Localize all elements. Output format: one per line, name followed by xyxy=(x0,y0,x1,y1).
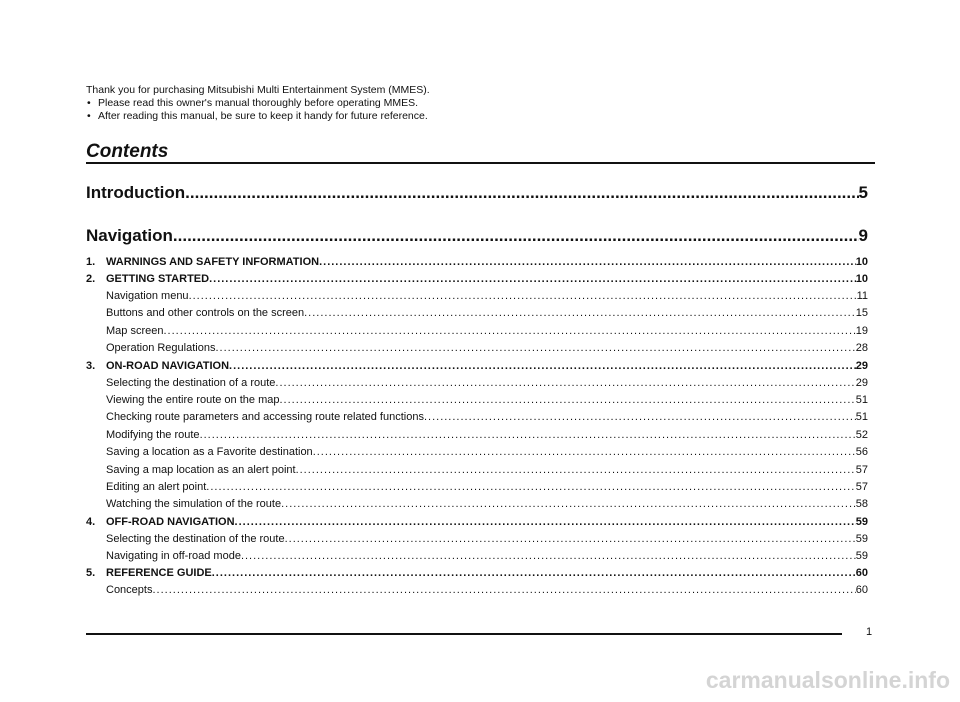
toc-section[interactable] xyxy=(86,479,868,496)
toc-page-number: 29 xyxy=(855,376,868,389)
toc-section-label: Watching the simulation of the route xyxy=(106,498,282,511)
toc-section-label: Buttons and other controls on the screen xyxy=(106,307,305,320)
intro-text xyxy=(86,84,430,123)
toc-chapter-label xyxy=(86,514,235,531)
toc-section[interactable] xyxy=(86,323,868,340)
toc-page-number: 57 xyxy=(855,480,868,493)
toc-chapter-number: 5. xyxy=(86,567,96,580)
leader-dots xyxy=(206,479,855,496)
leader-dots xyxy=(424,409,856,426)
leader-dots xyxy=(285,531,856,548)
toc-chapter-title: OFF-ROAD NAVIGATION xyxy=(106,515,235,528)
toc-part-navigation[interactable] xyxy=(86,225,868,247)
toc-chapter-number: 3. xyxy=(86,359,96,372)
toc-chapter[interactable] xyxy=(86,358,868,375)
toc-page-number: 60 xyxy=(855,567,868,580)
toc-section[interactable] xyxy=(86,340,868,357)
toc-page-number: 51 xyxy=(855,411,868,424)
toc-section[interactable] xyxy=(86,375,868,392)
leader-dots xyxy=(279,392,855,409)
toc-section-label: Selecting the destination of a route xyxy=(106,376,276,389)
toc-chapter-number: 4. xyxy=(86,515,96,528)
toc-section[interactable] xyxy=(86,531,868,548)
leader-dots xyxy=(281,496,856,513)
intro-bullet: • After reading this manual, be sure to keep it handy for future reference. xyxy=(86,110,430,123)
leader-dots xyxy=(313,444,856,461)
leader-dots xyxy=(215,340,855,357)
toc-section[interactable] xyxy=(86,409,868,426)
toc-section[interactable] xyxy=(86,462,868,479)
toc-chapter-number: 1. xyxy=(86,256,96,268)
toc-chapter-title: GETTING STARTED xyxy=(106,273,210,285)
toc-part-label: Navigation xyxy=(86,226,173,245)
toc-section-label: Viewing the entire route on the map xyxy=(106,393,280,406)
toc-section[interactable] xyxy=(86,582,868,599)
toc-page-number: 15 xyxy=(855,307,868,320)
leader-dots xyxy=(212,565,856,582)
toc-section-label: Concepts xyxy=(106,584,153,597)
leader-dots xyxy=(229,358,856,375)
toc-chapter-title: ON-ROAD NAVIGATION xyxy=(106,359,230,372)
toc-page-number: 5 xyxy=(858,183,868,202)
page-number: 1 xyxy=(866,626,873,638)
footer-rule xyxy=(86,633,842,635)
toc-page-number: 57 xyxy=(855,463,868,476)
toc-page-number: 10 xyxy=(855,256,868,268)
toc-chapter-label xyxy=(86,254,319,271)
toc-page-number: 9 xyxy=(858,226,868,245)
toc-page-number: 29 xyxy=(855,359,868,372)
leader-dots xyxy=(185,182,858,204)
leader-dots xyxy=(152,582,855,599)
toc-page-number: 52 xyxy=(855,428,868,441)
toc-chapter-number: 2. xyxy=(86,273,96,285)
toc-page-number: 10 xyxy=(855,273,868,285)
toc-section-label: Saving a map location as an alert point xyxy=(106,463,296,476)
toc-chapter[interactable] xyxy=(86,254,868,271)
toc-section[interactable] xyxy=(86,305,868,322)
toc-section[interactable] xyxy=(86,392,868,409)
toc-page-number: 11 xyxy=(856,290,868,302)
leader-dots xyxy=(296,462,856,479)
toc-section-label: Operation Regulations xyxy=(106,342,216,355)
toc-section-label: Selecting the destination of the route xyxy=(106,532,285,545)
toc-section[interactable] xyxy=(86,496,868,513)
leader-dots xyxy=(235,514,856,531)
leader-dots xyxy=(173,225,859,247)
leader-dots xyxy=(189,288,857,305)
heading-rule xyxy=(86,162,875,164)
toc-page-number: 60 xyxy=(855,584,868,597)
toc-chapter-title: REFERENCE GUIDE xyxy=(106,567,212,580)
leader-dots xyxy=(163,323,855,340)
toc-section-label: Map screen xyxy=(106,324,164,337)
watermark: carmanualsonline.info xyxy=(705,667,950,693)
intro-bullet: • Please read this owner's manual thoroughly before operating MMES. xyxy=(86,97,430,110)
toc-section[interactable] xyxy=(86,288,868,305)
leader-dots xyxy=(304,305,856,322)
toc-section-label: Navigating in off-road mode xyxy=(106,550,241,563)
toc-chapter-title: WARNINGS AND SAFETY INFORMATION xyxy=(106,256,320,268)
toc-section-label: Saving a location as a Favorite destination xyxy=(106,446,313,459)
toc-section[interactable] xyxy=(86,444,868,461)
toc-page-number: 59 xyxy=(855,550,868,563)
toc-page-number: 58 xyxy=(855,498,868,511)
toc-section-label: Modifying the route xyxy=(106,428,200,441)
contents-heading: Contents xyxy=(86,141,169,162)
toc-page-number: 59 xyxy=(855,532,868,545)
toc-section-label: Editing an alert point xyxy=(106,480,207,493)
toc-section[interactable] xyxy=(86,427,868,444)
toc-chapter[interactable] xyxy=(86,514,868,531)
toc-section-label: Navigation menu xyxy=(106,290,189,302)
toc-chapter-label xyxy=(86,271,209,288)
toc-page-number: 28 xyxy=(855,342,868,355)
toc-section[interactable] xyxy=(86,548,868,565)
intro-line: Thank you for purchasing Mitsubishi Multi Entertainment System (MMES). xyxy=(86,84,430,96)
leader-dots xyxy=(275,375,855,392)
toc-page-number: 56 xyxy=(855,446,868,459)
toc-page-number: 59 xyxy=(855,515,868,528)
toc-page-number: 19 xyxy=(855,324,868,337)
toc-section-label: Checking route parameters and accessing route related functions xyxy=(106,411,424,424)
toc-chapter[interactable] xyxy=(86,565,868,582)
leader-dots xyxy=(319,254,856,271)
toc-part-label: Introduction xyxy=(86,183,186,202)
toc-chapter-label xyxy=(86,358,229,375)
toc-list xyxy=(86,254,868,600)
toc-chapter[interactable] xyxy=(86,271,868,288)
toc-chapter-label xyxy=(86,565,212,582)
leader-dots xyxy=(241,548,856,565)
leader-dots xyxy=(200,427,856,444)
leader-dots xyxy=(209,271,856,288)
toc-page-number: 51 xyxy=(855,393,868,406)
toc-part-introduction[interactable] xyxy=(86,182,868,204)
